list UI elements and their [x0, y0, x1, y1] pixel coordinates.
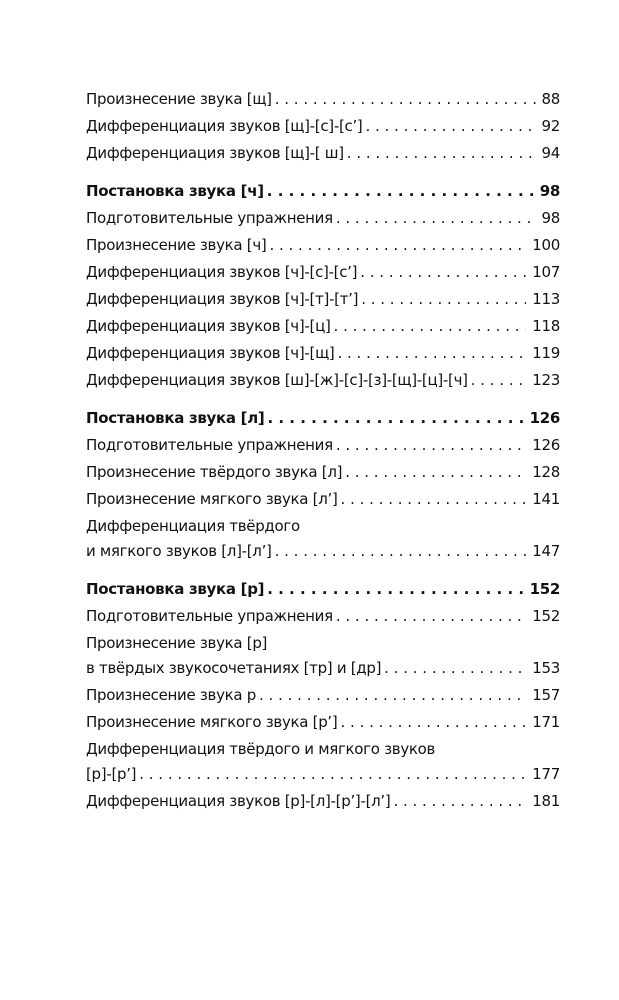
toc-entry-line [86, 205, 560, 232]
toc-entry-line [86, 232, 560, 259]
toc-page-number: 177 [532, 765, 560, 783]
toc-entry-line [86, 538, 560, 565]
toc-page-number: 126 [529, 409, 560, 427]
dot-leader [334, 313, 527, 340]
dot-leader [471, 367, 527, 394]
toc-entry-line [86, 603, 560, 630]
toc-section-heading[interactable] [86, 405, 560, 432]
toc-entry-line [86, 405, 560, 432]
toc-entry-line [86, 86, 560, 113]
toc-entry-line [86, 432, 560, 459]
toc-entry-title: Дифференциация звуков [ч]-[с]-[с’] [86, 263, 358, 281]
toc-entry-title: Постановка звука [ч] [86, 182, 264, 200]
toc-entry-line [86, 709, 560, 736]
toc-page-number: 98 [541, 209, 560, 227]
toc-entry-title: Постановка звука [р] [86, 580, 265, 598]
toc-entry-title-line1: Дифференциация твёрдого [86, 517, 300, 535]
toc-entry[interactable] [86, 205, 560, 232]
toc-entry-line [86, 459, 560, 486]
dot-leader [340, 709, 526, 736]
toc-section-heading[interactable] [86, 178, 560, 205]
dot-leader [341, 486, 527, 513]
dot-leader [336, 603, 526, 630]
toc-entry-line [86, 286, 560, 313]
dot-leader [267, 178, 534, 205]
toc-page-number: 128 [532, 463, 560, 481]
dot-leader [267, 576, 523, 603]
toc-page-number: 152 [532, 607, 560, 625]
dot-leader [347, 140, 536, 167]
toc-entry-title: Дифференциация звуков [ш]-[ж]-[с]-[з]-[щ]-[ц]-[ч] [86, 371, 468, 389]
toc-page-number: 123 [532, 371, 560, 389]
toc-entry-line [86, 340, 560, 367]
toc-entry[interactable] [86, 682, 560, 709]
toc-page-number: 98 [539, 182, 560, 200]
dot-leader [361, 286, 526, 313]
toc-entry-line [86, 486, 560, 513]
toc-entry[interactable] [86, 313, 560, 340]
toc-entry-title: Произнесение твёрдого звука [л] [86, 463, 343, 481]
toc-entry-line [86, 761, 560, 788]
toc-entry[interactable] [86, 367, 560, 394]
toc-entry[interactable] [86, 603, 560, 630]
toc-entry[interactable] [86, 632, 560, 682]
toc-entry[interactable] [86, 432, 560, 459]
toc-entry-title: Дифференциация звуков [щ]-[ ш] [86, 144, 344, 162]
toc-entry-line [86, 140, 560, 167]
toc-entry-title-line1: Произнесение звука [р] [86, 634, 268, 652]
toc-entry-line [86, 576, 560, 603]
toc-page-number: 157 [532, 686, 560, 704]
dot-leader [393, 788, 526, 815]
toc-page-number: 88 [541, 90, 560, 108]
toc-page-number: 141 [532, 490, 560, 508]
toc-entry-title: Подготовительные упражнения [86, 436, 333, 454]
dot-leader [360, 259, 526, 286]
toc-entry-title: Произнесение мягкого звука [р’] [86, 713, 338, 731]
toc-entry-title: Подготовительные упражнения [86, 209, 333, 227]
toc-page-number: 126 [532, 436, 560, 454]
toc-entry-title: Дифференциация звуков [ч]-[щ] [86, 344, 335, 362]
toc-entry-title: в твёрдых звукосочетаниях [тр] и [др] [86, 659, 382, 677]
toc-entry[interactable] [86, 486, 560, 513]
table-of-contents [86, 86, 560, 815]
toc-page-number: 107 [532, 263, 560, 281]
dot-leader [336, 205, 536, 232]
toc-entry-title: Произнесение звука [ч] [86, 236, 267, 254]
toc-page-number: 171 [532, 713, 560, 731]
dot-leader [267, 405, 523, 432]
toc-section-heading[interactable] [86, 576, 560, 603]
toc-entry-title: Произнесение звука [щ] [86, 90, 272, 108]
toc-entry[interactable] [86, 738, 560, 788]
toc-page-number: 147 [532, 542, 560, 560]
toc-page-number: 152 [529, 580, 560, 598]
toc-entry[interactable] [86, 86, 560, 113]
toc-entry-title: Дифференциация звуков [щ]-[с]-[с’] [86, 117, 363, 135]
dot-leader [259, 682, 526, 709]
toc-entry[interactable] [86, 286, 560, 313]
toc-entry-line [86, 259, 560, 286]
toc-entry-title: Дифференциация звуков [ч]-[т]-[т’] [86, 290, 359, 308]
dot-leader [269, 232, 526, 259]
toc-page-number: 119 [532, 344, 560, 362]
toc-entry-line [86, 655, 560, 682]
dot-leader [337, 340, 526, 367]
toc-entry[interactable] [86, 459, 560, 486]
dot-leader [139, 761, 526, 788]
dot-leader [336, 432, 526, 459]
toc-page-number: 94 [541, 144, 560, 162]
toc-entry[interactable] [86, 788, 560, 815]
toc-entry[interactable] [86, 709, 560, 736]
toc-entry-title: и мягкого звуков [л]-[л’] [86, 542, 272, 560]
toc-entry[interactable] [86, 340, 560, 367]
toc-entry-line [86, 682, 560, 709]
toc-entry-title: Произнесение звука р [86, 686, 257, 704]
toc-entry-line [86, 313, 560, 340]
toc-entry-title: Дифференциация звуков [ч]-[ц] [86, 317, 331, 335]
toc-entry-line [86, 367, 560, 394]
toc-page-number: 153 [532, 659, 560, 677]
toc-page-number: 113 [532, 290, 560, 308]
toc-entry-title: Постановка звука [л] [86, 409, 265, 427]
toc-entry[interactable] [86, 515, 560, 565]
toc-entry-title-line1: Дифференциация твёрдого и мягкого звуков [86, 740, 436, 758]
dot-leader [384, 655, 526, 682]
dot-leader [275, 538, 527, 565]
toc-entry-title: [р]-[р’] [86, 765, 137, 783]
toc-entry-line [86, 178, 560, 205]
dot-leader [345, 459, 526, 486]
toc-page-number: 92 [541, 117, 560, 135]
toc-entry[interactable] [86, 259, 560, 286]
toc-page-number: 118 [532, 317, 560, 335]
toc-page-number: 181 [532, 792, 560, 810]
dot-leader [365, 113, 535, 140]
toc-entry[interactable] [86, 140, 560, 167]
toc-entry-title: Подготовительные упражнения [86, 607, 333, 625]
toc-entry-title: Произнесение мягкого звука [л’] [86, 490, 338, 508]
toc-entry-title: Дифференциация звуков [р]-[л]-[р’]-[л’] [86, 792, 391, 810]
toc-entry-line [86, 113, 560, 140]
toc-page-number: 100 [532, 236, 560, 254]
toc-entry[interactable] [86, 232, 560, 259]
toc-entry[interactable] [86, 113, 560, 140]
dot-leader [275, 86, 536, 113]
toc-entry-line [86, 788, 560, 815]
